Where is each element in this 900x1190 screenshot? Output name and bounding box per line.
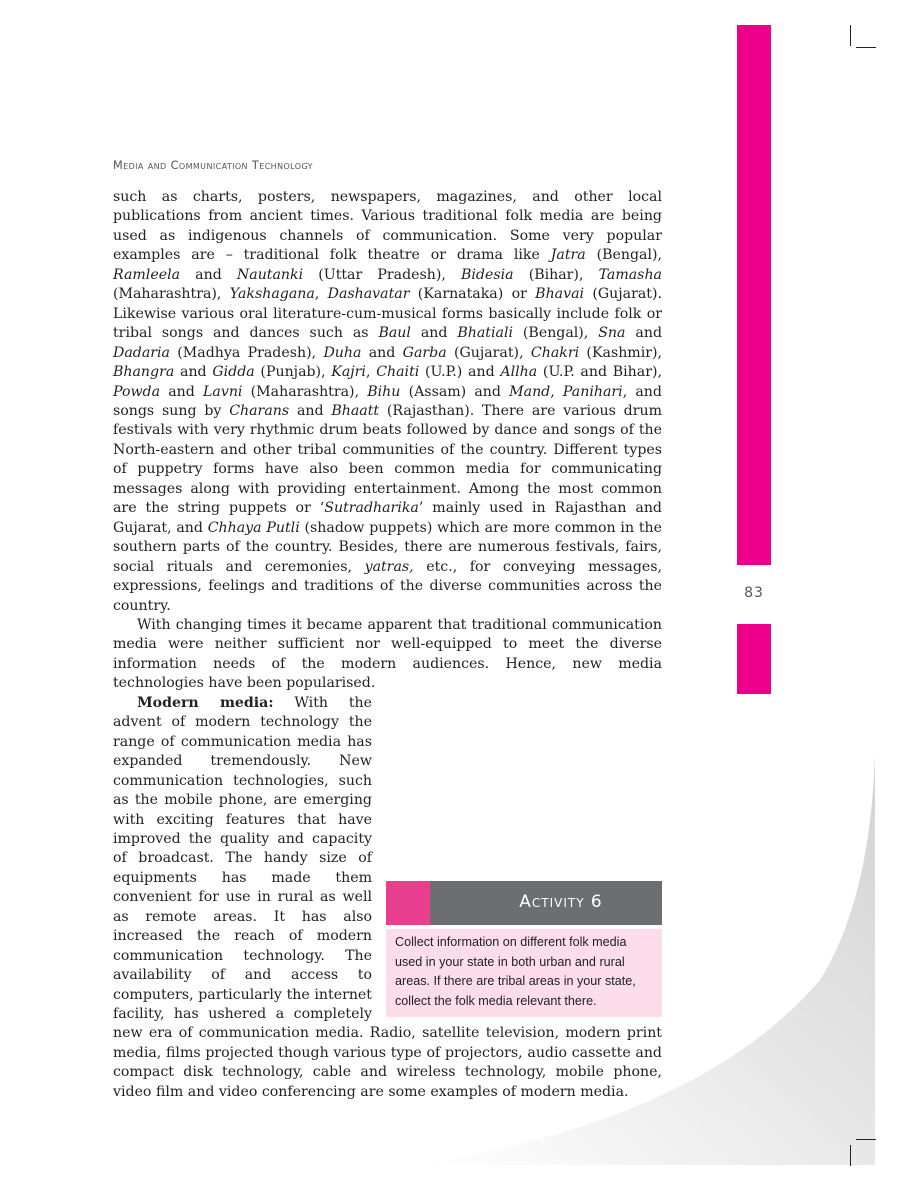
text-run: (U.P. and Bihar),	[537, 364, 662, 381]
italic-term: Sutradharika	[324, 500, 419, 517]
italic-term: Chaiti	[376, 364, 420, 381]
margin-color-bar	[737, 624, 771, 694]
text-run: and	[160, 383, 204, 400]
text-run: (Punjab),	[254, 364, 332, 381]
italic-term: Duha	[323, 344, 362, 361]
italic-term: Bhavai	[535, 286, 585, 303]
crop-mark	[856, 47, 876, 48]
text-run: (Maharashtra),	[113, 286, 230, 303]
text-run: ,	[365, 364, 377, 381]
text-run: and	[180, 266, 237, 283]
crop-mark	[850, 1145, 851, 1166]
italic-term: Bihu	[367, 383, 401, 400]
italic-term: Chhaya Putli	[207, 519, 300, 536]
italic-term: yatras,	[364, 558, 414, 575]
text-run: etc., for conveying messages, expressions, feelings and traditions of the diverse communities across the country.	[113, 558, 662, 614]
text-run: (Gujarat). Likewise various oral literature-cum-musical forms basically include folk or tribal songs and dances such as	[113, 286, 662, 342]
paragraph-changing-times	[113, 616, 662, 694]
text-run: (shadow puppets) which are more common in the southern parts of the country. Besides, there are numerous festivals, fairs, social rituals and ceremonies,	[113, 519, 662, 575]
activity-pink-block	[386, 881, 430, 925]
italic-term: Mand	[509, 383, 551, 400]
text-run: ,	[314, 286, 328, 303]
italic-term: Yakshagana	[229, 286, 315, 303]
text-run: and	[410, 325, 458, 342]
text-run: With the advent of modern technology the range of communication media has expanded tremendously. New communication technologies, such as the mobile phone, are emerging with exciting features that have improved the quality and capacity of broadcast. The handy size of equipments has made them convenient for use in rural as well as remote areas. It has also increased the reach of modern communication technology. The availability of and access to computers, particularly the internet facility, has ushered a completely new era of communication media. Radio, satellite television, modern print media, films projected though various type of projectors, audio cassette and compact disk technology, cable and wireless technology, mobile phone, video film and video conferencing are some examples of modern media.	[113, 694, 662, 1100]
italic-term: Bidesia	[461, 266, 514, 283]
crop-mark	[856, 1139, 876, 1140]
italic-term: Bhaatt	[331, 402, 380, 419]
activity-header	[386, 881, 662, 925]
text-run: (Madhya Pradesh),	[169, 344, 324, 361]
text-run: (U.P.) and	[419, 364, 501, 381]
text-run: ,	[550, 383, 563, 400]
text-run: (Maharashtra),	[242, 383, 368, 400]
text-run: (Gujarat),	[446, 344, 531, 361]
bold-heading: Modern media:	[137, 694, 274, 711]
margin-color-bar	[737, 25, 771, 565]
italic-term: Baul	[378, 325, 411, 342]
activity-box	[386, 881, 662, 1017]
italic-term: Dadaria	[113, 344, 170, 361]
italic-term: Nautanki	[236, 266, 304, 283]
text-run: such as charts, posters, newspapers, magazines, and other local publications from ancient times. Various traditional folk media are being used as indigenous channels of communication. Some very popular examples are – traditional folk theatre or drama like	[113, 189, 662, 264]
text-run: , and songs sung by	[113, 383, 662, 419]
italic-term: Powda	[113, 383, 161, 400]
text-run: (Rajasthan). There are various drum festivals with very rhythmic drum beats followed by dance and songs of the North-eastern and other tribal communities of the country. Different types of puppetry forms have also been common media for communicating messages along with providing entertainment. Among the most common are the string puppets or ‘	[113, 402, 662, 517]
text-run: and	[289, 402, 332, 419]
italic-term: Tamasha	[598, 266, 662, 283]
paragraph-folk-media	[113, 188, 662, 616]
italic-term: Lavni	[203, 383, 243, 400]
text-run: (Bihar),	[513, 266, 599, 283]
text-run: With changing times it became apparent that traditional communication media were neither sufficient nor well-equipped to meet the diverse information needs of the modern audiences. Hence, new media technologies have been popularised.	[113, 616, 662, 692]
text-run: (Kashmir),	[579, 344, 663, 361]
italic-term: Garba	[402, 344, 447, 361]
italic-term: Jatra	[550, 247, 586, 264]
italic-term: Bhangra	[113, 364, 175, 381]
activity-title: Activity 6	[519, 892, 603, 912]
italic-term: Ramleela	[113, 266, 181, 283]
crop-mark	[850, 25, 851, 46]
text-run: and	[174, 364, 213, 381]
italic-term: Sna	[598, 325, 626, 342]
text-run: (Bengal),	[585, 247, 662, 264]
text-run: and	[625, 325, 662, 342]
italic-term: Allha	[500, 364, 538, 381]
text-run: (Karnataka) or	[409, 286, 536, 303]
italic-term: Chakri	[530, 344, 580, 361]
text-run: and	[361, 344, 403, 361]
activity-body: Collect information on different folk media used in your state in both urban and rural areas. If there are tribal areas in your state, collect the folk media relevant there.	[386, 929, 662, 1017]
text-run: ’ mainly used in Rajasthan and Gujarat, and	[113, 500, 662, 536]
italic-term: Gidda	[212, 364, 255, 381]
text-run: (Bengal),	[513, 325, 599, 342]
italic-term: Bhatiali	[457, 325, 513, 342]
italic-term: Charans	[229, 402, 290, 419]
italic-term: Dashavatar	[327, 286, 410, 303]
italic-term: Panihari	[562, 383, 623, 400]
text-run: (Assam) and	[400, 383, 510, 400]
text-run: (Uttar Pradesh),	[303, 266, 462, 283]
italic-term: Kajri	[331, 364, 366, 381]
running-head: Media and Communication Technology	[113, 159, 313, 172]
page-number: 83	[744, 585, 764, 601]
